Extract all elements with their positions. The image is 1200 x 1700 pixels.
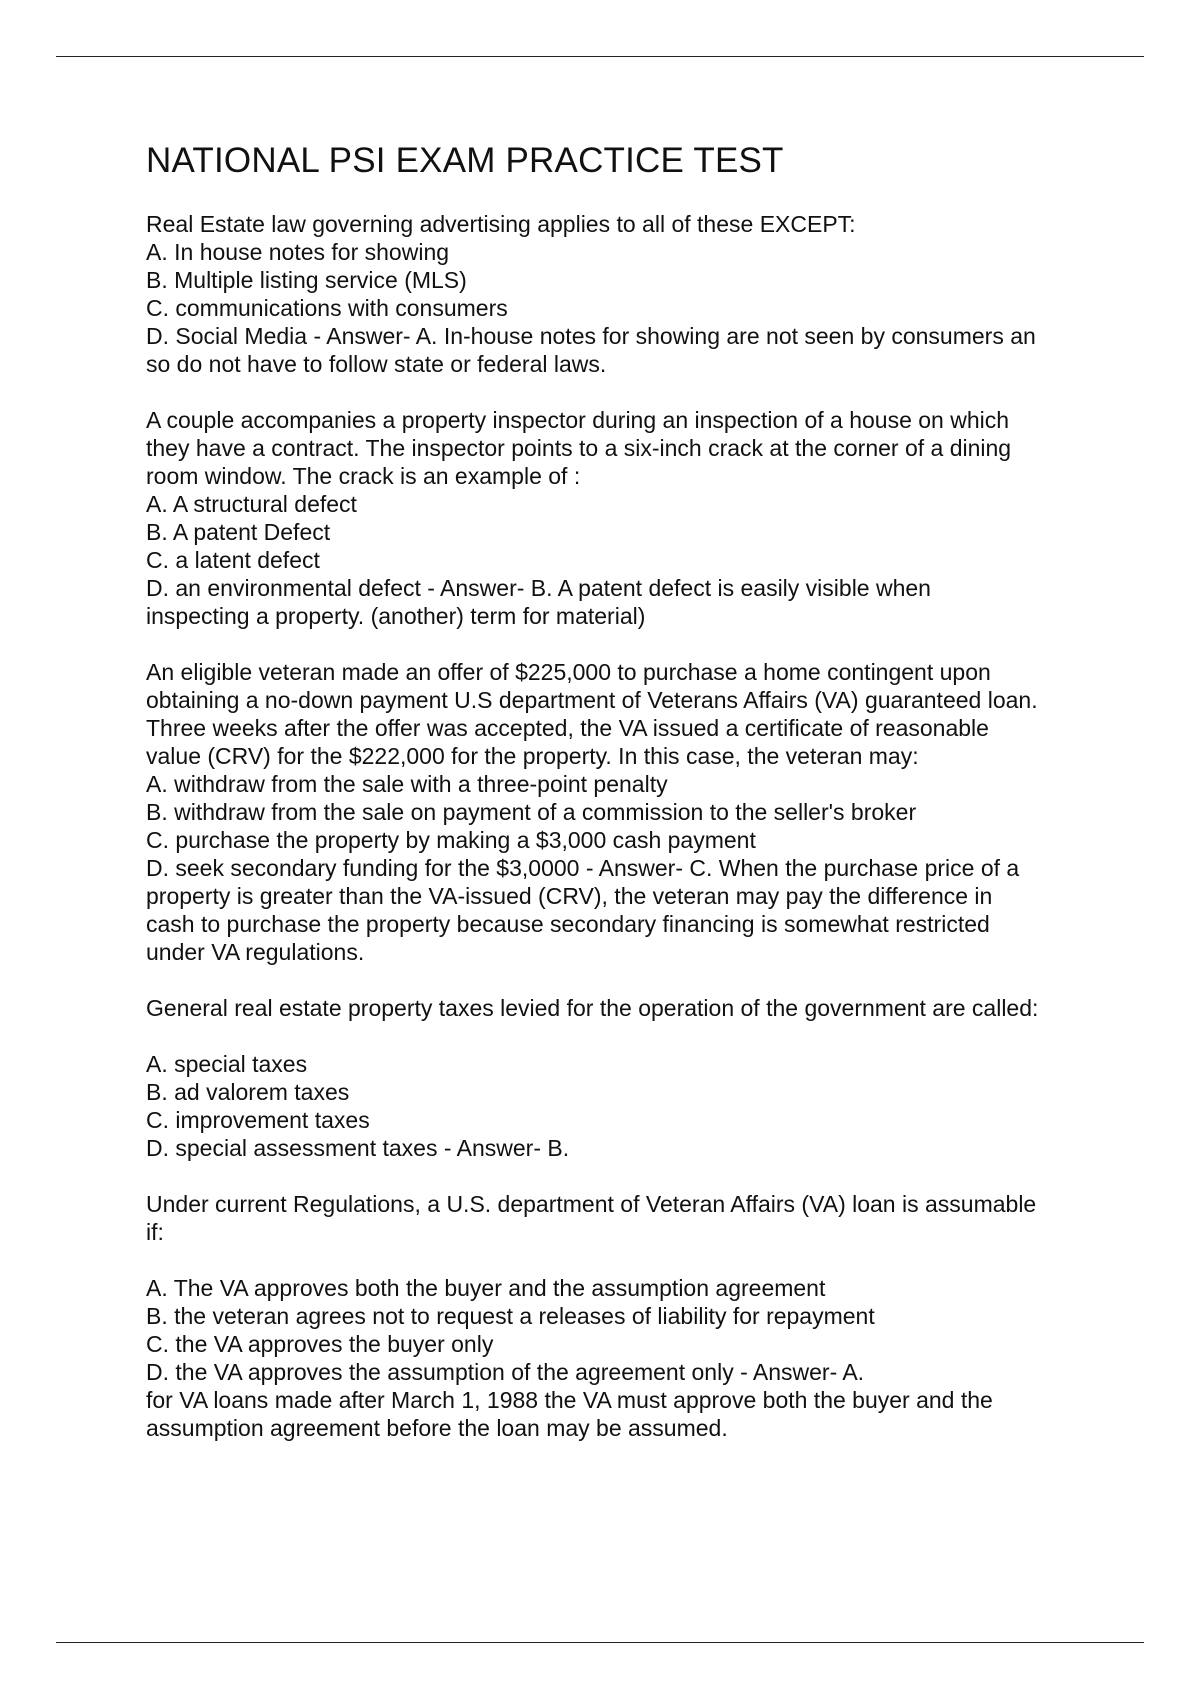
question-line: C. purchase the property by making a $3,000 cash payment [146,827,756,853]
question-line: A. special taxes [146,1051,308,1077]
question-line: C. the VA approves the buyer only [146,1331,494,1357]
question-block [146,406,1106,630]
question-line: C. a latent defect [146,547,320,573]
question-line: room window. The crack is an example of : [146,463,581,489]
question-block [146,1190,1106,1442]
question-line: Three weeks after the offer was accepted, the VA issued a certificate of reasonable [146,715,989,741]
question-line: they have a contract. The inspector points to a six-inch crack at the corner of a dining [146,435,1012,461]
question-line: B. withdraw from the sale on payment of a commission to the seller's broker [146,799,917,825]
question-line: B. ad valorem taxes [146,1079,350,1105]
question-line: A. The VA approves both the buyer and the assumption agreement [146,1275,826,1301]
question-line: inspecting a property. (another) term for material) [146,603,646,629]
question-line: General real estate property taxes levied for the operation of the government are called: [146,995,1039,1021]
question-line: A. withdraw from the sale with a three-point penalty [146,771,668,797]
bottom-rule [56,1642,1144,1643]
question-line: C. communications with consumers [146,295,508,321]
question-line: A. In house notes for showing [146,239,450,265]
question-line: B. the veteran agrees not to request a releases of liability for repayment [146,1303,875,1329]
question-block [146,994,1106,1162]
question-line: obtaining a no-down payment U.S department of Veterans Affairs (VA) guaranteed loan. [146,687,1038,713]
question-block [146,658,1106,966]
question-line: D. Social Media - Answer- A. In-house notes for showing are not seen by consumers an [146,323,1036,349]
question-line: D. an environmental defect - Answer- B. A patent defect is easily visible when [146,575,931,601]
question-block [146,210,1106,378]
question-line: B. A patent Defect [146,519,331,545]
question-line: An eligible veteran made an offer of $225,000 to purchase a home contingent upon [146,659,991,685]
question-line: assumption agreement before the loan may be assumed. [146,1415,728,1441]
question-line: D. the VA approves the assumption of the agreement only - Answer- A. [146,1359,865,1385]
question-line: A. A structural defect [146,491,357,517]
question-line: D. special assessment taxes - Answer- B. [146,1135,570,1161]
question-line: under VA regulations. [146,939,365,965]
top-rule [56,56,1144,57]
document-body [146,140,1106,1470]
question-line: value (CRV) for the $222,000 for the property. In this case, the veteran may: [146,743,919,769]
blank-line [146,1022,1106,1050]
question-line: C. improvement taxes [146,1107,370,1133]
question-line: Under current Regulations, a U.S. department of Veteran Affairs (VA) loan is assumable [146,1191,1037,1217]
question-line: cash to purchase the property because secondary financing is somewhat restricted [146,911,990,937]
question-line: property is greater than the VA-issued (CRV), the veteran may pay the difference in [146,883,993,909]
question-line: Real Estate law governing advertising applies to all of these EXCEPT: [146,211,856,237]
question-line: so do not have to follow state or federal laws. [146,351,607,377]
blank-line [146,1246,1106,1274]
question-line: if: [146,1219,164,1245]
question-line: A couple accompanies a property inspector during an inspection of a house on which [146,407,1010,433]
document-title: NATIONAL PSI EXAM PRACTICE TEST [146,141,784,180]
question-line: D. seek secondary funding for the $3,0000 - Answer- C. When the purchase price of a [146,855,1020,881]
question-line: B. Multiple listing service (MLS) [146,267,467,293]
question-line: for VA loans made after March 1, 1988 the VA must approve both the buyer and the [146,1387,993,1413]
